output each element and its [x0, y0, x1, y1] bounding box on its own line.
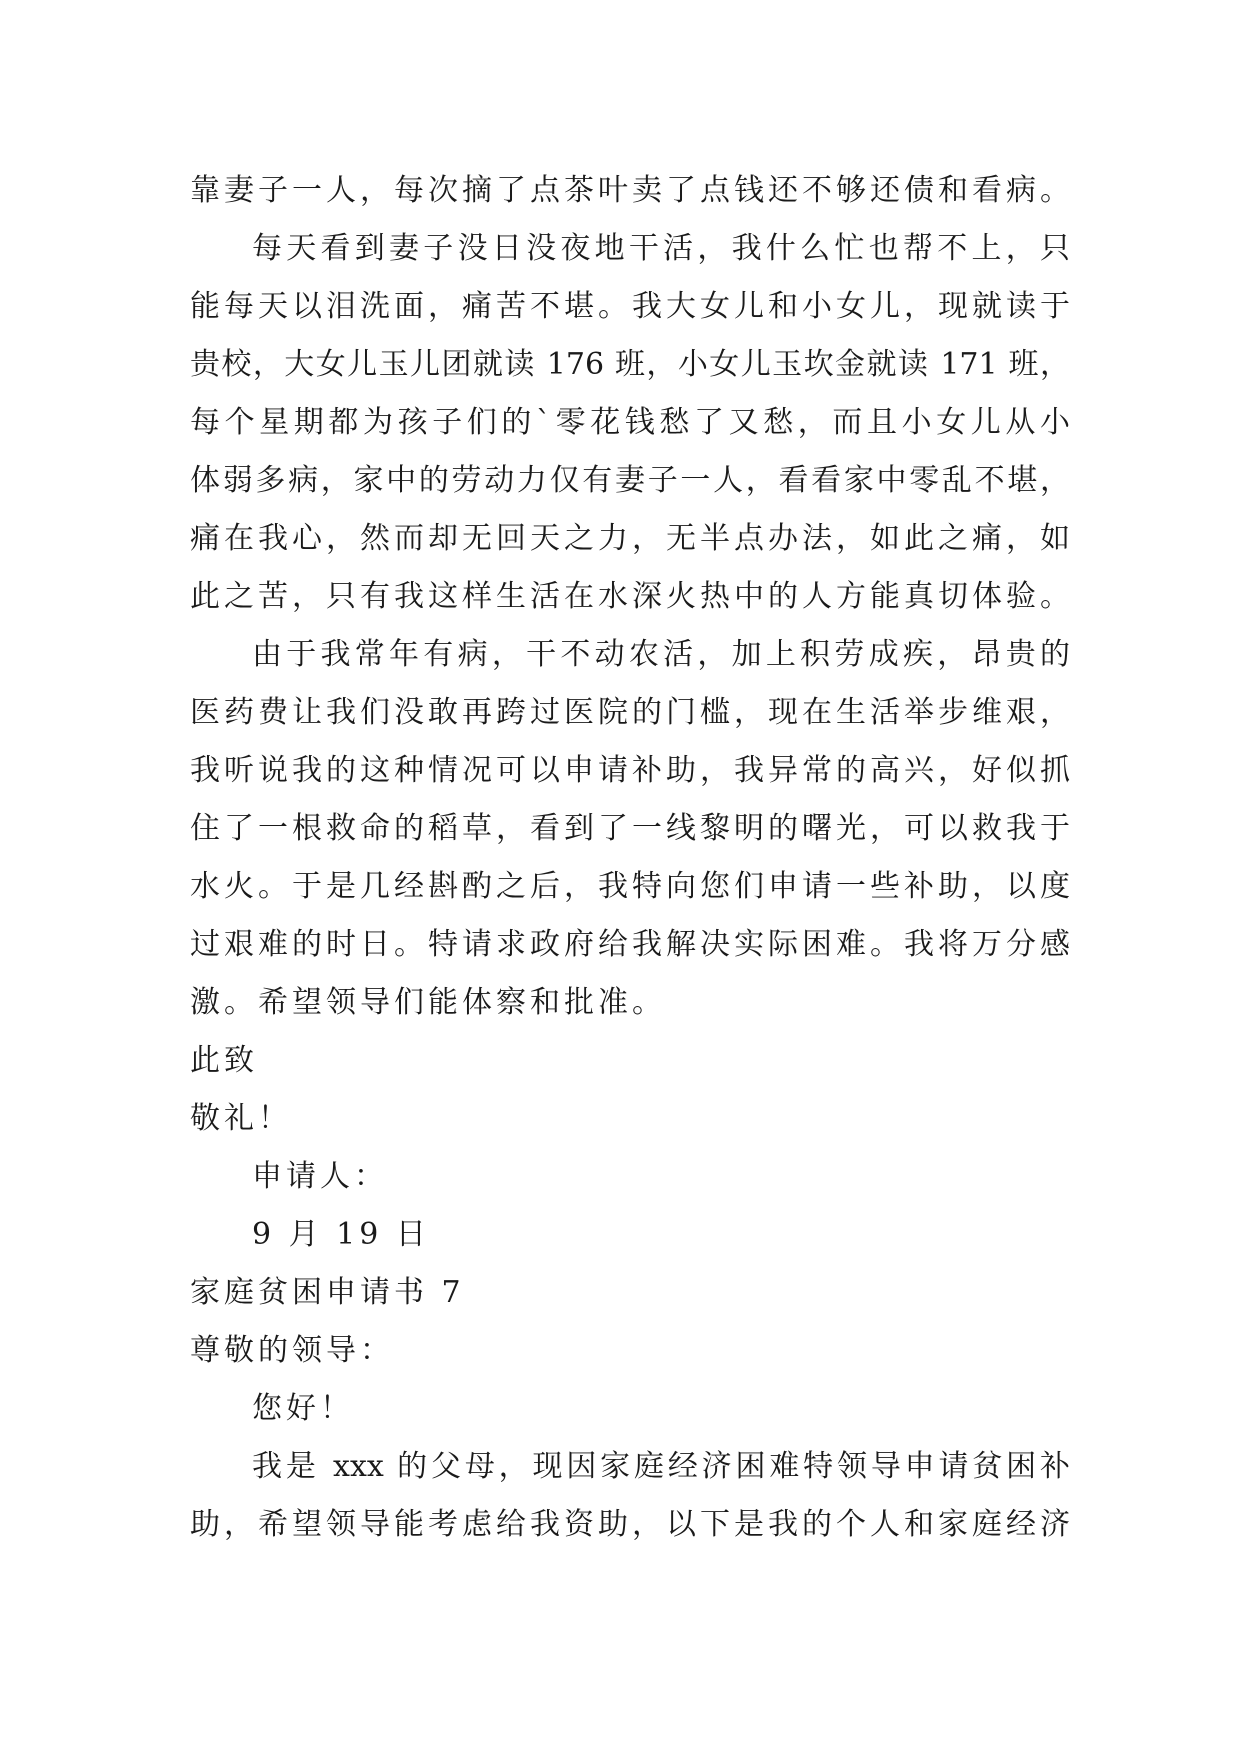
- paragraph-line: 痛在我心，然而却无回天之力，无半点办法，如此之痛，如: [190, 521, 1070, 556]
- section-title: 家庭贫困申请书 7: [190, 1275, 465, 1310]
- paragraph-line: 体弱多病，家中的劳动力仅有妻子一人，看看家中零乱不堪，: [190, 463, 1070, 498]
- paragraph-line: 助，希望领导能考虑给我资助，以下是我的个人和家庭经济: [190, 1507, 1070, 1542]
- closing-salutation: 此致: [190, 1043, 258, 1078]
- letter-date: 9 月 19 日: [252, 1217, 430, 1252]
- paragraph-line: 我是 xxx 的父母，现因家庭经济困难特领导申请贫困补: [252, 1449, 1070, 1484]
- paragraph-line: 过艰难的时日。特请求政府给我解决实际困难。我将万分感: [190, 927, 1070, 962]
- letter-body: [190, 162, 1070, 1554]
- paragraph-line: 住了一根救命的稻草，看到了一线黎明的曙光，可以救我于: [190, 811, 1070, 846]
- greeting-hello: 您好！: [252, 1391, 354, 1426]
- greeting-line: 尊敬的领导：: [190, 1333, 394, 1368]
- paragraph-line: 医药费让我们没敢再跨过医院的门槛，现在生活举步维艰，: [190, 695, 1070, 730]
- paragraph-line: 此之苦，只有我这样生活在水深火热中的人方能真切体验。: [190, 579, 1070, 614]
- applicant-signature: 申请人：: [252, 1159, 388, 1194]
- paragraph-line: 每个星期都为孩子们的`零花钱愁了又愁，而且小女儿从小: [190, 405, 1070, 440]
- paragraph-line: 贵校，大女儿玉儿团就读 176 班，小女儿玉坎金就读 171 班，: [190, 347, 1070, 382]
- paragraph-line: 由于我常年有病，干不动农活，加上积劳成疾，昂贵的: [252, 637, 1070, 672]
- paragraph-line: 靠妻子一人，每次摘了点茶叶卖了点钱还不够还债和看病。: [190, 173, 1070, 208]
- paragraph-line: 能每天以泪洗面，痛苦不堪。我大女儿和小女儿，现就读于: [190, 289, 1070, 324]
- paragraph-line: 我听说我的这种情况可以申请补助，我异常的高兴，好似抓: [190, 753, 1070, 788]
- closing-regards: 敬礼！: [190, 1101, 292, 1136]
- paragraph-line: 水火。于是几经斟酌之后，我特向您们申请一些补助，以度: [190, 869, 1070, 904]
- paragraph-line: 激。希望领导们能体察和批准。: [190, 985, 666, 1020]
- paragraph-line: 每天看到妻子没日没夜地干活，我什么忙也帮不上，只: [252, 231, 1070, 266]
